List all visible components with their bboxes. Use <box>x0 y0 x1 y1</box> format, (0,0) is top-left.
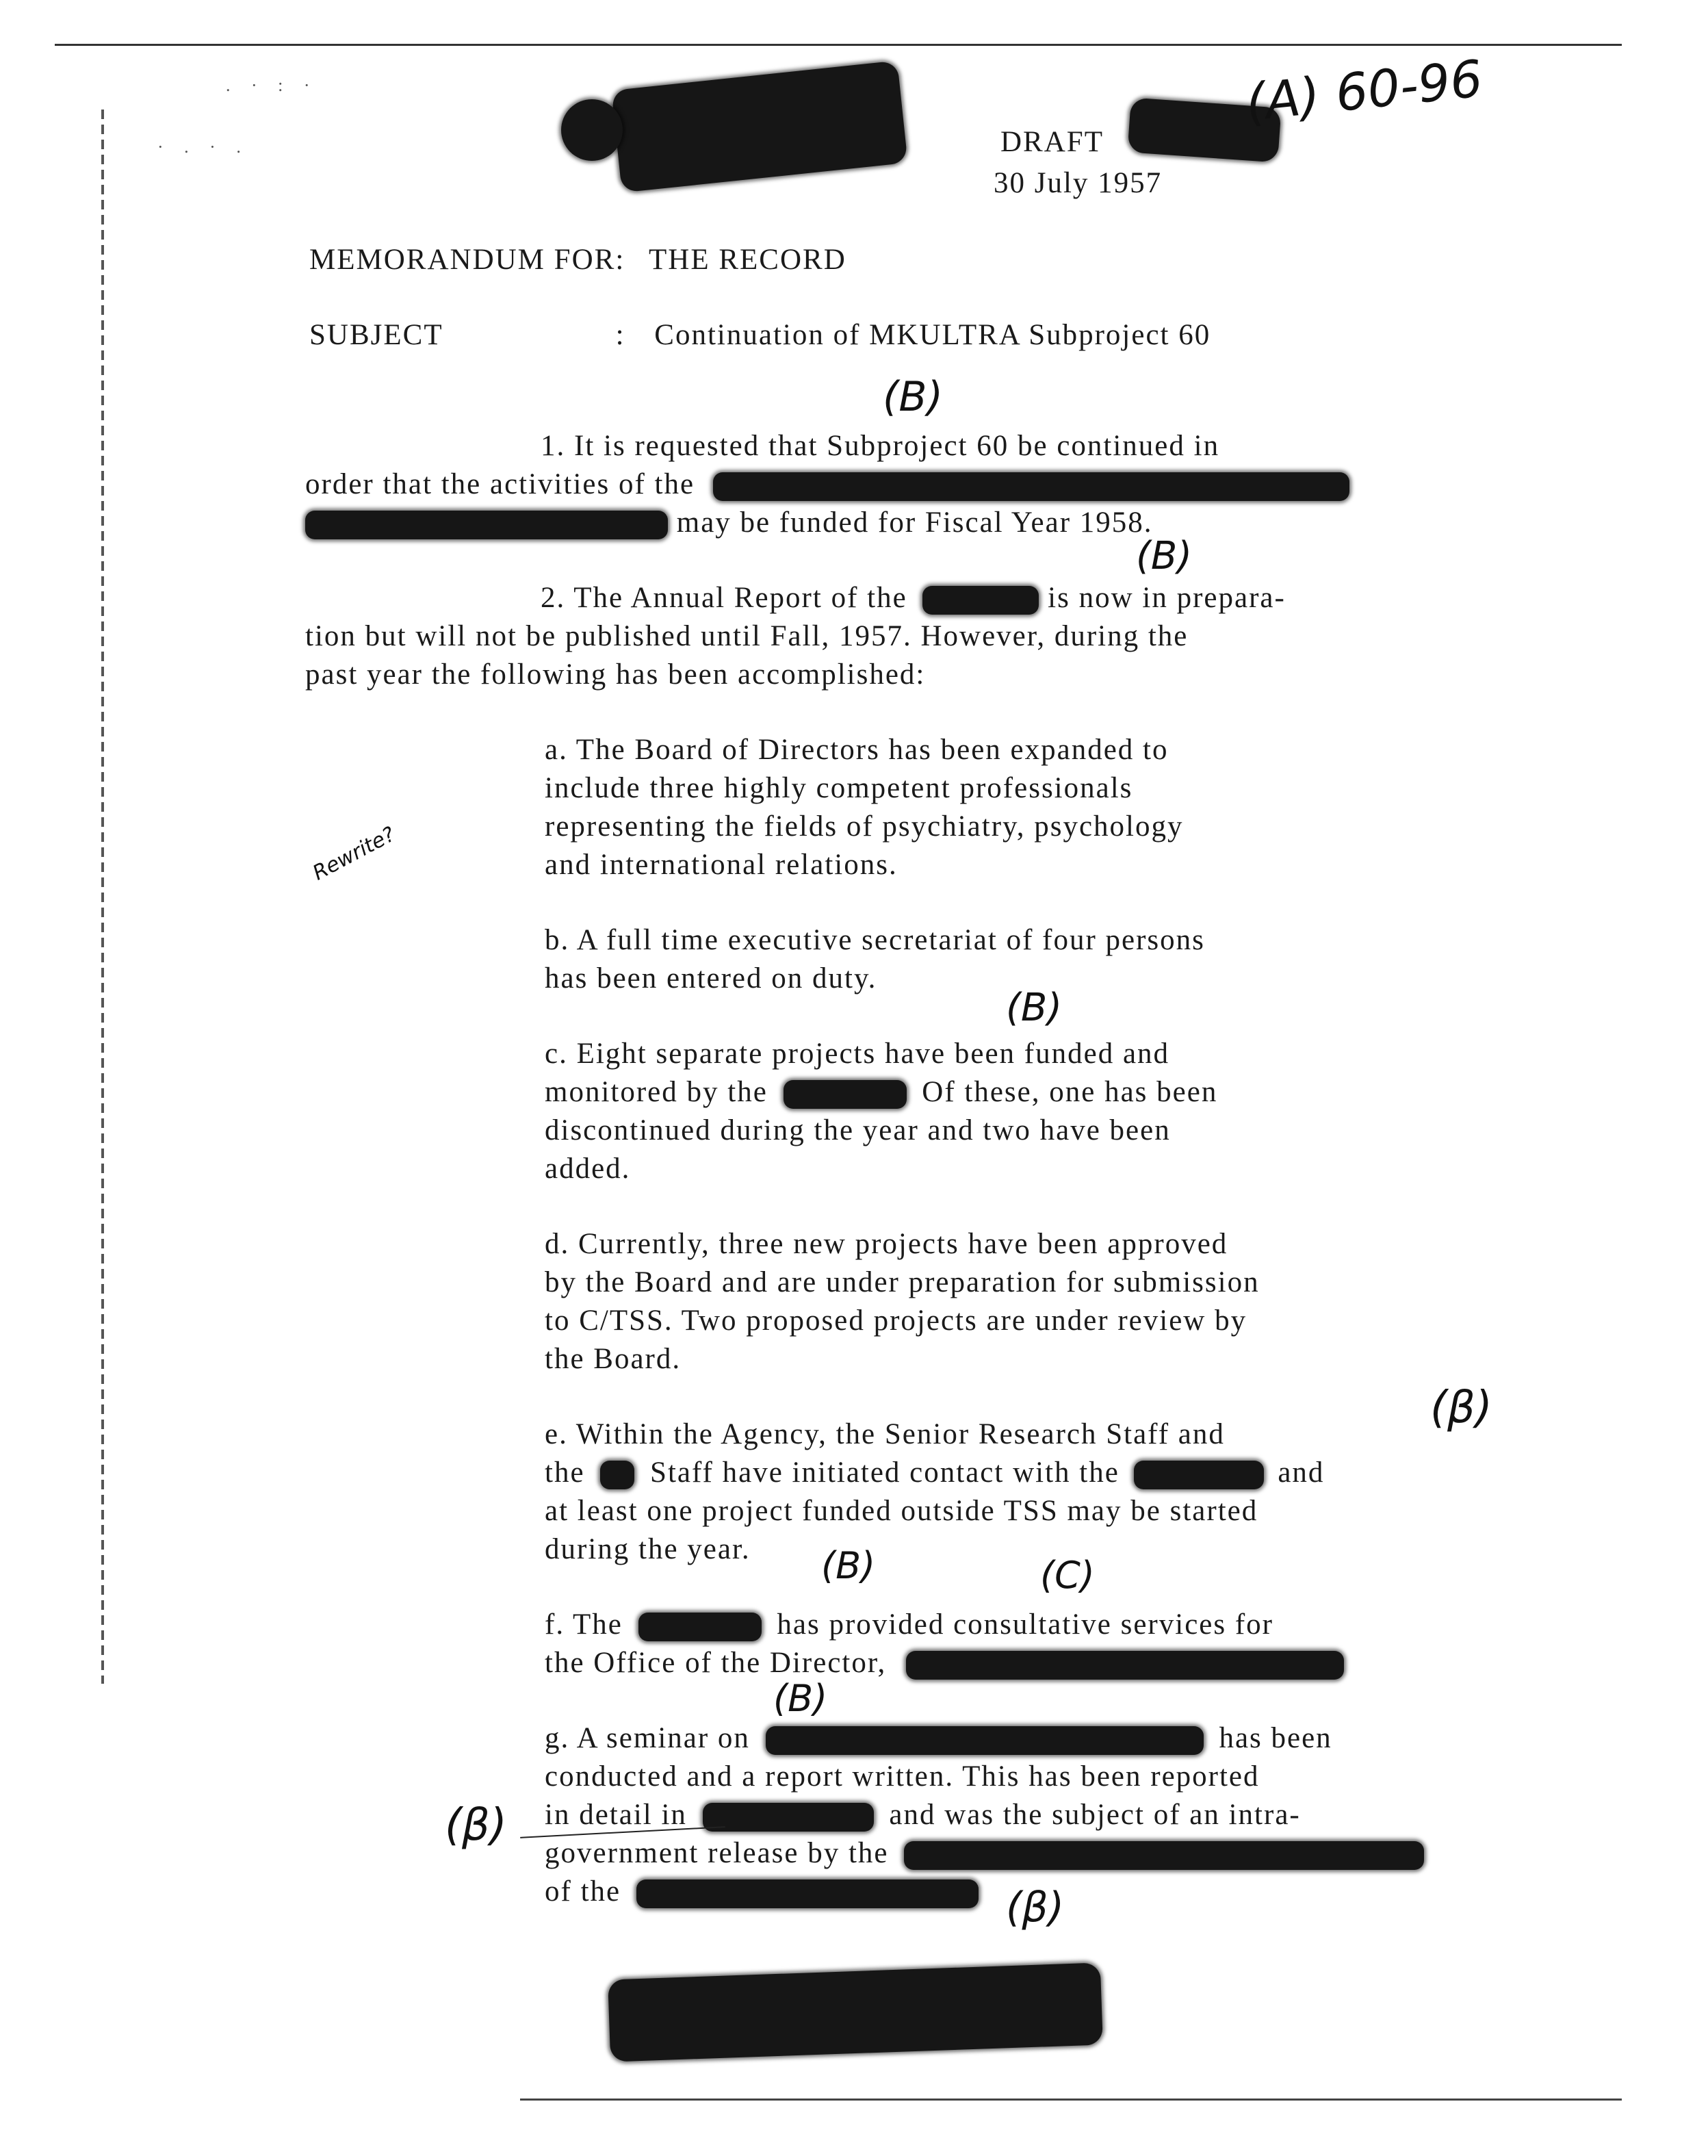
item-d-line2: by the Board and are under preparation for submission <box>545 1266 1260 1298</box>
item-e-line3: at least one project funded outside TSS may be started <box>545 1495 1258 1527</box>
draft-label: DRAFT <box>1000 126 1104 158</box>
item-e-line2 <box>545 1454 1324 1492</box>
p2-line1-text-a: 2. The Annual Report of the <box>541 582 907 614</box>
margin-note-handwritten: Rewrite? <box>309 822 400 886</box>
item-b-line2: has been entered on duty. <box>545 962 877 994</box>
annotation-b-p2: (B) <box>1136 534 1193 578</box>
p2-line1-text-b: is now in prepara- <box>1048 582 1286 614</box>
redaction-c-org <box>784 1080 907 1109</box>
item-e-line1: e. Within the Agency, the Senior Research Staff and <box>545 1418 1225 1450</box>
item-b-line1: b. A full time executive secretariat of four persons <box>545 924 1205 956</box>
item-a-line3: representing the fields of psychiatry, psychology <box>545 810 1184 843</box>
top-scan-rule <box>55 44 1622 46</box>
item-c-line2-text-a: monitored by the <box>545 1076 768 1108</box>
item-f-line2 <box>545 1644 1344 1682</box>
item-e-line2-text-b: Staff have initiated contact with the <box>650 1456 1120 1489</box>
item-c-line2 <box>545 1073 1217 1112</box>
annotation-beta-e: (β) <box>1430 1383 1492 1433</box>
item-d-line4: the Board. <box>545 1343 682 1375</box>
item-a-line2: include three highly competent professionals <box>545 772 1133 804</box>
item-g-line3-text-a: in detail in <box>545 1799 687 1831</box>
p1-line1: 1. It is requested that Subproject 60 be continued in <box>541 430 1220 462</box>
item-f-line1-text-a: f. The <box>545 1608 623 1641</box>
item-c-line2-text-b: Of these, one has been <box>922 1076 1218 1108</box>
item-e-line2-text-a: the <box>545 1456 585 1489</box>
item-a-line4: and international relations. <box>545 849 898 881</box>
annotation-beta-g-bottom: (β) <box>1006 1884 1065 1932</box>
item-g-line4 <box>545 1834 1424 1873</box>
item-g-line5-text: of the <box>545 1875 621 1908</box>
item-d-line3: to C/TSS. Two proposed projects are under review by <box>545 1305 1247 1337</box>
redaction-f-org <box>638 1613 762 1641</box>
item-e-line4: during the year. <box>545 1533 751 1565</box>
redaction-top-left <box>611 60 907 192</box>
redaction-p1-organization-cont <box>305 511 668 539</box>
scan-speckle: · . · . <box>157 137 249 157</box>
subject-label: SUBJECT <box>309 319 443 351</box>
redaction-g-topic <box>766 1726 1204 1755</box>
item-c-line1: c. Eight separate projects have been funded and <box>545 1038 1170 1070</box>
item-e-line2-text-c: and <box>1278 1456 1325 1489</box>
left-margin-scan-line <box>101 110 104 1684</box>
memo-for-value: THE RECORD <box>649 244 846 276</box>
p1-line2 <box>305 465 1349 504</box>
redaction-p1-organization <box>713 472 1349 501</box>
item-g-line4-text: government release by the <box>545 1837 889 1869</box>
annotation-beta-g-left: (β) <box>445 1800 507 1851</box>
item-g-line1 <box>545 1719 1332 1758</box>
p1-line3-text: may be funded for Fiscal Year 1958. <box>676 506 1153 539</box>
p1-line2-text: order that the activities of the <box>305 468 695 500</box>
item-g-line1-text-a: g. A seminar on <box>545 1722 750 1754</box>
item-f-line1 <box>545 1606 1273 1644</box>
redaction-g-agency <box>904 1841 1424 1870</box>
item-c-line4: added. <box>545 1153 631 1185</box>
annotation-b-p1: (B) <box>883 373 943 421</box>
subject-separator: : <box>615 319 625 351</box>
item-a-line1: a. The Board of Directors has been expanded to <box>545 734 1169 766</box>
bottom-scan-rule <box>520 2099 1622 2101</box>
item-c-line3: discontinued during the year and two have been <box>545 1114 1171 1146</box>
memo-for-label: MEMORANDUM FOR: <box>309 244 625 276</box>
redaction-bottom-signature <box>608 1962 1103 2062</box>
item-g-line3-text-b: and was the subject of an intra- <box>889 1799 1301 1831</box>
p1-line3 <box>305 504 1153 542</box>
p2-line3: past year the following has been accomplished: <box>305 658 926 691</box>
subject-value: Continuation of MKULTRA Subproject 60 <box>654 319 1211 351</box>
item-g-line1-text-b: has been <box>1219 1722 1332 1754</box>
item-d-line1: d. Currently, three new projects have been approved <box>545 1228 1228 1260</box>
item-g-line2: conducted and a report written. This has been reported <box>545 1760 1260 1793</box>
item-g-line3 <box>545 1796 1301 1834</box>
annotation-c-f: (C) <box>1040 1554 1095 1597</box>
annotation-b-g: (B) <box>773 1677 828 1720</box>
punch-hole <box>561 99 623 161</box>
redaction-g-org <box>636 1879 979 1908</box>
p2-line1 <box>541 579 1286 617</box>
annotation-b-c: (B) <box>1006 986 1063 1030</box>
annotation-b-f: (B) <box>821 1544 876 1587</box>
redaction-e-staff <box>600 1461 634 1489</box>
scan-speckle: . · : · <box>226 75 318 95</box>
item-g-line5 <box>545 1873 979 1911</box>
p2-line2: tion but will not be published until Fall, 1957. However, during the <box>305 620 1189 652</box>
redaction-p2-org <box>922 586 1039 615</box>
memo-date: 30 July 1957 <box>994 167 1163 199</box>
subject-line <box>309 316 1211 355</box>
redaction-g-publication <box>703 1803 874 1832</box>
redaction-e-org <box>1134 1461 1264 1489</box>
item-f-line1-text-b: has provided consultative services for <box>777 1608 1273 1641</box>
item-f-line2-text: the Office of the Director, <box>545 1647 887 1679</box>
redaction-f-detail <box>906 1651 1344 1680</box>
memo-for-line <box>309 241 846 279</box>
file-number-handwritten: (A) 60-96 <box>1243 49 1486 133</box>
